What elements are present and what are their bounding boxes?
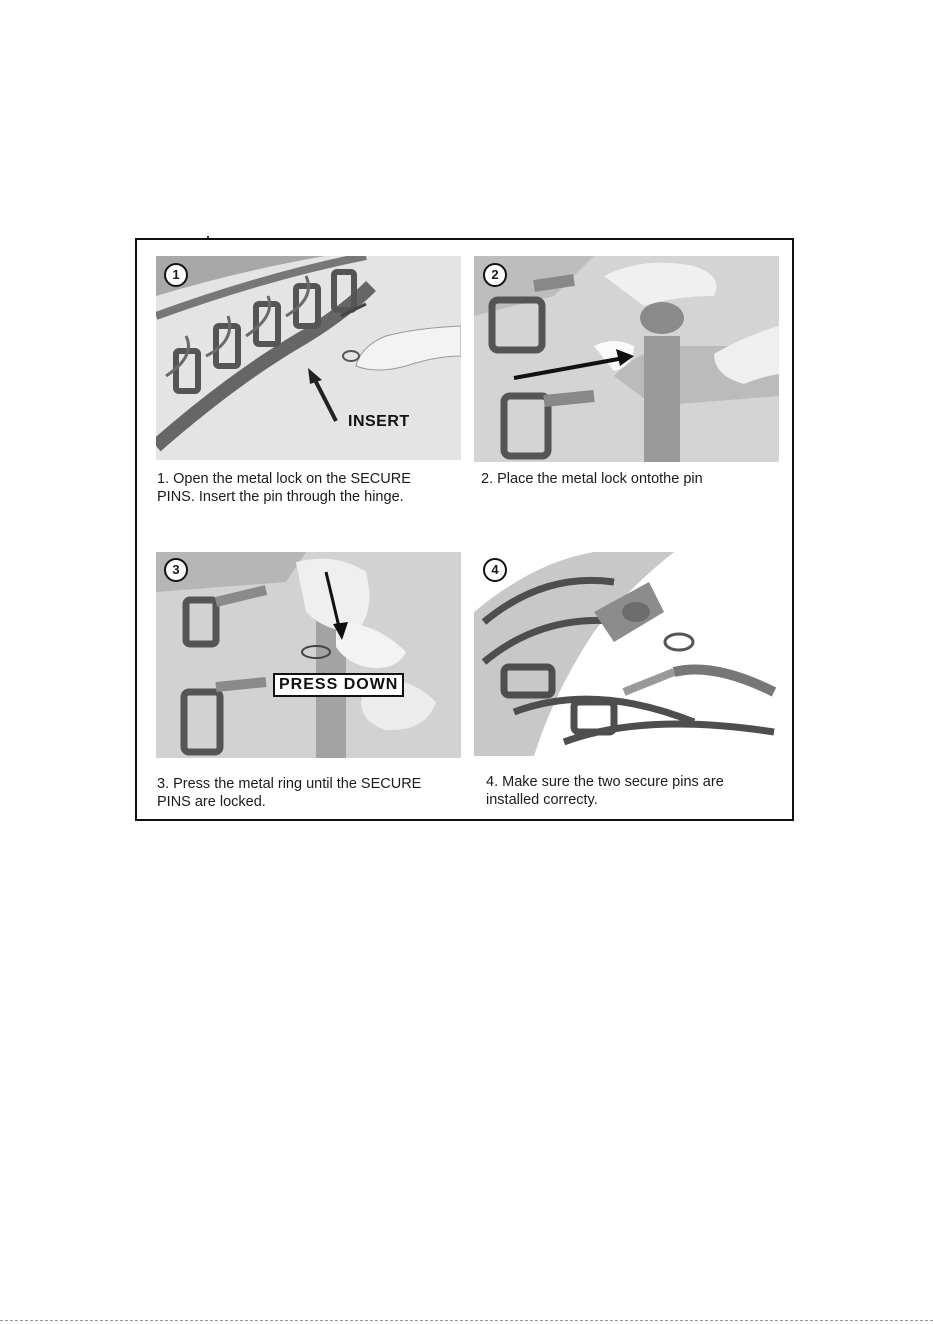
- step-4-photo: [474, 552, 782, 756]
- installed-pins-illustration: [474, 552, 782, 756]
- step-3-photo: [156, 552, 461, 758]
- step-2-number-badge: 2: [483, 263, 507, 287]
- instruction-frame: [135, 238, 794, 821]
- press-ring-illustration: [156, 552, 461, 758]
- step-3-caption: 3. Press the metal ring until the SECURE PINS are locked.: [157, 776, 422, 810]
- pin-lock-illustration: [474, 256, 779, 462]
- press-down-label: PRESS DOWN: [273, 673, 404, 697]
- step-3-number-badge: 3: [164, 558, 188, 582]
- trampoline-frame-illustration: [156, 256, 461, 460]
- step-1-number-badge: 1: [164, 263, 188, 287]
- step-1-caption: 1. Open the metal lock on the SECURE PINS. Insert the pin through the hinge.: [157, 471, 411, 505]
- step-4-number-badge: 4: [483, 558, 507, 582]
- step-2-caption: 2. Place the metal lock ontothe pin: [481, 471, 703, 487]
- page-bottom-rule: [0, 1320, 933, 1321]
- insert-label: INSERT: [348, 413, 410, 430]
- step-2-photo: [474, 256, 779, 462]
- step-4-caption: 4. Make sure the two secure pins are installed correcty.: [486, 774, 724, 808]
- step-1-photo: [156, 256, 461, 460]
